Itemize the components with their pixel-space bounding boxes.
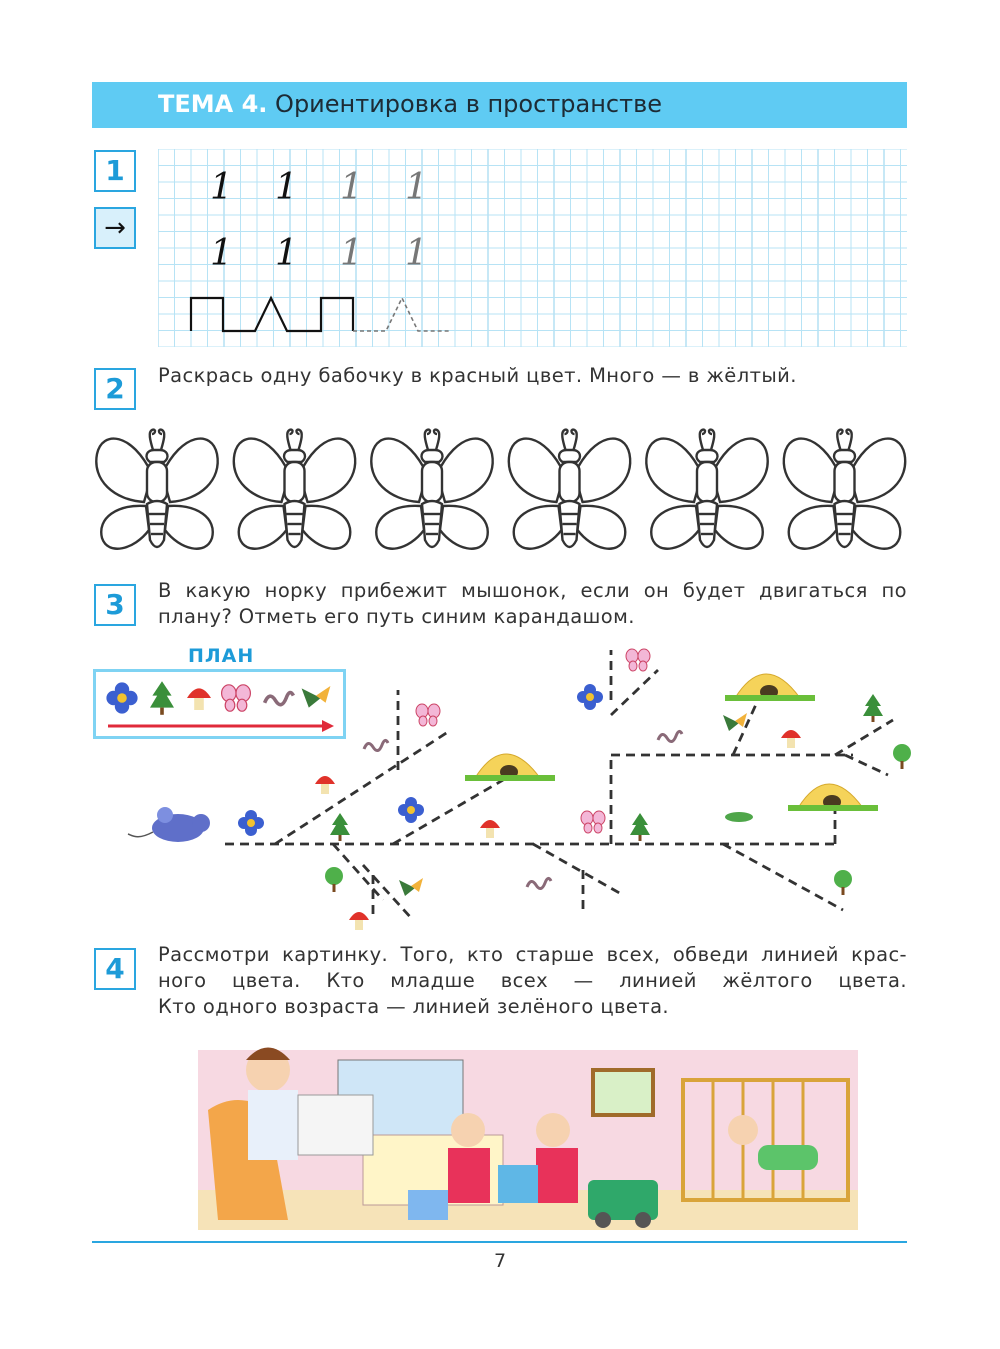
- bird-icon: [723, 713, 747, 731]
- tree-icon: [630, 813, 650, 841]
- task-number-2: 2: [94, 368, 136, 410]
- mushroom-icon: [349, 912, 369, 930]
- mushroom-icon: [315, 776, 335, 794]
- bush-icon: [834, 870, 852, 895]
- page-number: 7: [493, 1250, 507, 1272]
- worm-icon: [364, 740, 388, 750]
- butterfly-outline[interactable]: [509, 430, 630, 549]
- flower-icon: [577, 684, 603, 710]
- task4-text-line2: ного цвета. Кто младше всех — линией жёлтого цвета.: [158, 969, 907, 992]
- burrow-icon: [465, 754, 555, 779]
- mushroom-icon: [781, 730, 801, 748]
- mushroom-icon: [480, 820, 500, 838]
- copy-digit: 1: [405, 167, 428, 208]
- flower-icon: [106, 682, 137, 713]
- butterflies-row: [92, 422, 912, 562]
- task4-text-line1: Рассмотри картинку. Того, кто старше всех, обведи линией крас-: [158, 943, 907, 966]
- copy-digit: 1: [405, 233, 428, 274]
- butterfly-outline[interactable]: [371, 430, 492, 549]
- arrow-right-icon: →: [94, 207, 136, 249]
- bush-icon: [893, 744, 911, 769]
- task4-text-line3: Кто одного возраста — линией зелёного цвета.: [158, 995, 670, 1018]
- bird-icon: [399, 878, 423, 896]
- tree-icon: [150, 681, 174, 715]
- grid-lines: [158, 149, 907, 347]
- burrow-icon: [725, 674, 815, 699]
- topic-header: [92, 82, 907, 128]
- plan-label: ПЛАН: [188, 645, 255, 667]
- task3-text-line1: В какую норку прибежит мышонок, если он будет двигаться по: [158, 579, 907, 602]
- mouse-icon: [128, 807, 210, 842]
- task-number-1: 1: [94, 150, 136, 192]
- burrow-icon: [788, 784, 878, 809]
- worm-icon: [527, 878, 551, 888]
- topic-title: Ориентировка в пространстве: [275, 90, 662, 118]
- butterfly-outline[interactable]: [234, 430, 355, 549]
- family-room-illustration: [198, 1030, 858, 1230]
- butterfly-outline[interactable]: [646, 430, 767, 549]
- copy-digit: 1: [340, 167, 363, 208]
- mushroom-icon: [187, 688, 211, 710]
- butterfly-outline[interactable]: [96, 430, 217, 549]
- task-number-3: 3: [94, 584, 136, 626]
- tree-icon: [863, 694, 883, 722]
- worm-icon: [658, 731, 682, 741]
- copy-digit: 1: [275, 233, 298, 274]
- butterfly-icon: [581, 811, 605, 833]
- task3-text-line2: плану? Отметь его путь синим карандашом.: [158, 605, 635, 628]
- butterfly-icon: [416, 704, 440, 726]
- butterfly-icon: [626, 649, 650, 671]
- task2-text: Раскрась одну бабочку в красный цвет. Много — в жёлтый.: [158, 364, 797, 387]
- flower-icon: [238, 810, 264, 836]
- bird-icon: [302, 686, 331, 708]
- tree-icon: [330, 813, 350, 841]
- copy-digit: 1: [275, 167, 298, 208]
- plan-sequence: [96, 672, 343, 736]
- writing-grid: [158, 149, 907, 347]
- butterfly-icon: [222, 685, 251, 711]
- caterpillar-icon: [725, 812, 753, 822]
- copy-digit: 1: [210, 233, 233, 274]
- footer-line: [92, 1241, 907, 1243]
- task-number-4: 4: [94, 948, 136, 990]
- copy-digit: 1: [210, 167, 233, 208]
- plan-box: [93, 669, 346, 739]
- bush-icon: [325, 867, 343, 892]
- worm-icon: [265, 693, 294, 705]
- flower-icon: [398, 797, 424, 823]
- topic-heading: [158, 90, 662, 118]
- topic-label: ТЕМА 4.: [158, 90, 268, 118]
- butterfly-outline[interactable]: [784, 430, 905, 549]
- copy-digit: 1: [340, 233, 363, 274]
